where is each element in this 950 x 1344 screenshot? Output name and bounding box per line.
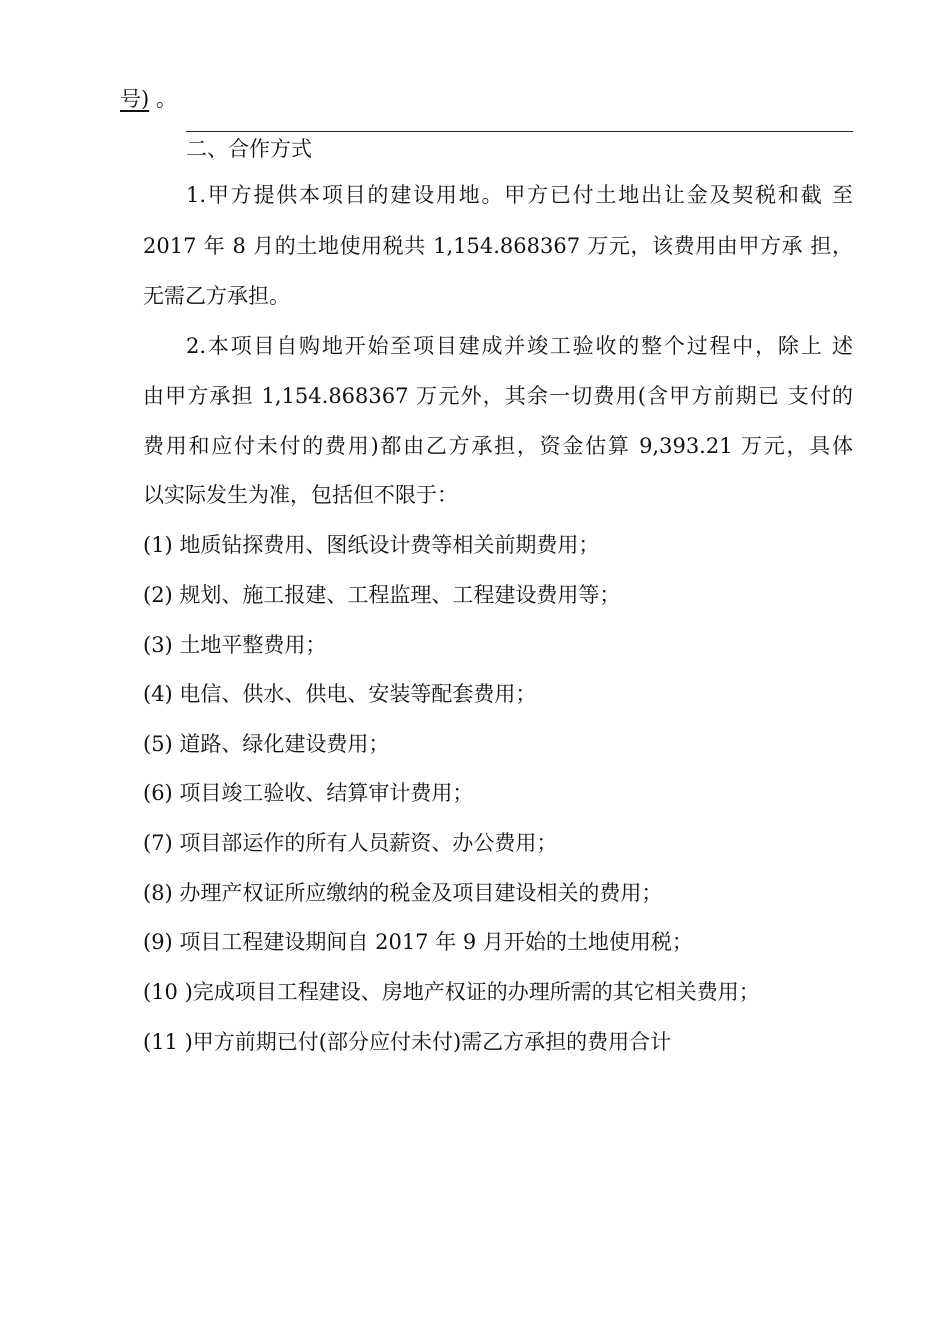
cost-item-7: (7) 项目部运作的所有人员薪资、办公费用； [143,831,558,855]
paragraph-1-line-3: 无需乙方承担。 [143,284,290,308]
cost-item-11: (11 )甲方前期已付(部分应付未付)需乙方承担的费用合计 [143,1030,672,1054]
cost-item-10: (10 )完成项目工程建设、房地产权证的办理所需的其它相关费用； [143,980,760,1004]
cost-item-6: (6) 项目竣工验收、结算审计费用； [143,781,474,805]
cost-item-3: (3) 土地平整费用； [143,633,327,657]
paragraph-2-line-1: 2.本项目自购地开始至项目建成并竣工验收的整个过程中，除上 述 [186,334,853,358]
cost-item-9: (9) 项目工程建设期间自 2017 年 9 月开始的土地使用税； [143,930,693,954]
cost-item-2: (2) 规划、施工报建、工程监理、工程建设费用等； [143,583,621,607]
section-heading: 二、合作方式 [186,137,312,161]
paragraph-1-line-1: 1.甲方提供本项目的建设用地。甲方已付土地出让金及契税和截 至 [186,183,853,207]
cost-item-8: (8) 办理产权证所应缴纳的税金及项目建设相关的费用； [143,881,663,905]
horizontal-rule [186,131,853,132]
top-fragment [120,84,177,114]
cost-item-1: (1) 地质钻探费用、图纸设计费等相关前期费用； [143,533,600,557]
paragraph-1-line-2: 2017 年 8 月的土地使用税共 1,154.868367 万元，该费用由甲方承 担， [143,234,853,258]
fragment-tail: 。 [149,87,177,111]
cost-item-5: (5) 道路、绿化建设费用； [143,732,390,756]
paragraph-2-line-2: 由甲方承担 1,154.868367 万元外，其余一切费用(含甲方前期已 支付的 [143,384,853,408]
underlined-fragment: 号) [120,87,150,111]
paragraph-2-line-3: 费用和应付未付的费用)都由乙方承担，资金估算 9,393.21 万元，具体 [143,434,853,458]
paragraph-2-line-4: 以实际发生为准，包括但不限于： [143,483,458,507]
cost-item-4: (4) 电信、供水、供电、安装等配套费用； [143,682,537,706]
